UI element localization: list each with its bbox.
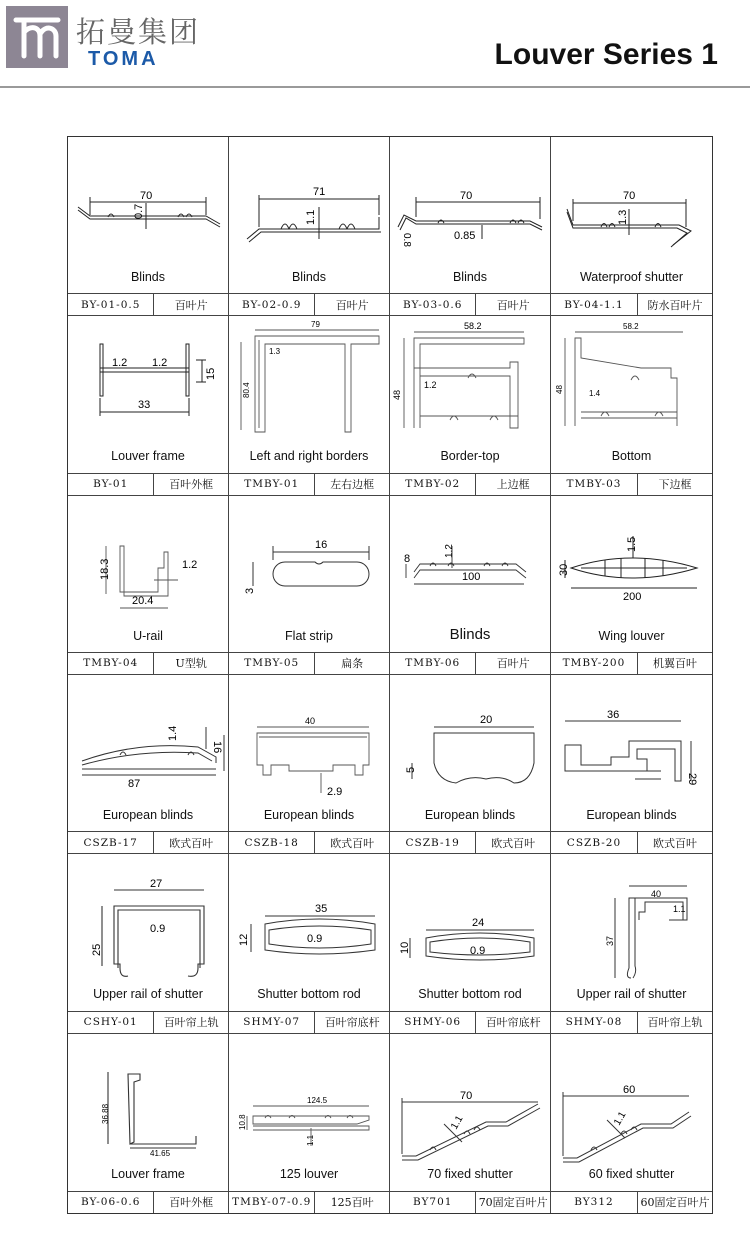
profile-code-bar xyxy=(551,652,712,674)
profile-name: Flat strip xyxy=(285,628,333,643)
profile-desc-cn: 百叶帘上轨 xyxy=(647,1016,703,1030)
dim-label: 16 xyxy=(315,538,328,551)
dim-label: 5 xyxy=(405,766,417,773)
profile-drawing xyxy=(551,1034,711,1168)
profile-drawing xyxy=(68,137,228,271)
profile-cell xyxy=(551,496,712,675)
profile-code-bar xyxy=(68,473,228,495)
profile-name: Left and right borders xyxy=(249,449,369,464)
dim-label: 1.4 xyxy=(167,725,179,741)
dim-label: 1.1 xyxy=(673,904,686,915)
profile-code: TMBY-06 xyxy=(390,653,476,674)
dim-label: 1.1 xyxy=(305,209,317,225)
profile-code-bar xyxy=(551,1011,712,1033)
dim-label: 87 xyxy=(128,777,141,790)
profile-code-bar xyxy=(229,473,389,495)
dim-label: 79 xyxy=(311,320,320,330)
profile-code: BY701 xyxy=(390,1192,476,1213)
dim-label: 2.9 xyxy=(327,785,343,798)
profile-desc-cn: 百叶片 xyxy=(335,298,369,312)
profile-code-bar xyxy=(229,831,389,853)
profile-cell xyxy=(390,496,551,675)
profile-drawing xyxy=(551,675,711,809)
dim-label: 16 xyxy=(211,740,223,754)
company-logo xyxy=(6,6,68,68)
profile-name: Blinds xyxy=(130,270,166,284)
profile-desc-cn: 百叶片 xyxy=(174,298,208,312)
dim-label: 36 xyxy=(607,708,620,721)
dim-label: 3 xyxy=(244,587,256,594)
profile-desc-cn: 125百叶 xyxy=(330,1196,374,1210)
profile-code: CSZB-18 xyxy=(229,832,315,853)
profile-code-bar xyxy=(68,1011,228,1033)
header-divider xyxy=(0,86,750,88)
dim-label: 124.5 xyxy=(307,1095,328,1105)
profile-code-bar xyxy=(229,293,389,315)
profile-desc-cn: 百叶帘底杆 xyxy=(324,1016,380,1030)
profile-code-bar xyxy=(551,293,712,315)
profile-drawing xyxy=(229,496,389,630)
profile-code-bar xyxy=(390,473,550,495)
dim-label: 24 xyxy=(472,917,485,930)
dim-label: 60 xyxy=(623,1083,636,1096)
profile-desc-cn: 百叶帘底杆 xyxy=(485,1016,541,1030)
profile-name: Louver frame xyxy=(111,1166,185,1181)
profile-cell xyxy=(390,854,551,1033)
profile-code-bar xyxy=(551,473,712,495)
profile-desc-cn: 欧式百叶 xyxy=(491,836,536,850)
dim-label: 29 xyxy=(686,772,698,786)
dim-label: 27 xyxy=(150,878,163,891)
profile-code: SHMY-08 xyxy=(551,1012,638,1033)
profile-drawing xyxy=(551,854,711,988)
profile-drawing xyxy=(551,496,711,630)
profile-code-bar xyxy=(229,1011,389,1033)
dim-label: 30 xyxy=(558,563,570,576)
profile-drawing xyxy=(68,675,228,809)
profile-drawing xyxy=(390,496,550,630)
dim-label: 48 xyxy=(555,385,564,395)
profile-code: TMBY-01 xyxy=(229,474,315,495)
profile-code: BY-01 xyxy=(68,474,154,495)
profile-cell xyxy=(229,675,390,854)
dim-label: 71 xyxy=(313,186,326,198)
dim-label: 70 xyxy=(623,190,636,202)
profile-catalog-grid xyxy=(67,136,713,1214)
profile-desc-cn: 欧式百叶 xyxy=(652,836,697,850)
profile-desc-cn: 百叶片 xyxy=(496,657,530,671)
page-title: Louver Series 1 xyxy=(494,38,718,71)
profile-drawing xyxy=(229,316,389,450)
dim-label: 35 xyxy=(315,903,328,916)
profile-code: CSZB-19 xyxy=(390,832,476,853)
profile-name: 60 fixed shutter xyxy=(588,1166,675,1181)
profile-cell xyxy=(68,496,229,675)
profile-cell xyxy=(390,675,551,854)
dim-label: 20 xyxy=(480,713,493,726)
dim-label: 41.65 xyxy=(150,1148,171,1158)
dim-label: 0.85 xyxy=(454,230,476,242)
dim-label: 1.4 xyxy=(589,389,601,399)
profile-code-bar xyxy=(551,831,712,853)
profile-name: European blinds xyxy=(424,807,516,822)
dim-label: 1.2 xyxy=(152,357,168,370)
dim-label: 80.4 xyxy=(242,382,251,399)
profile-code: SHMY-07 xyxy=(229,1012,315,1033)
profile-name: Border-top xyxy=(440,449,500,464)
dim-label: 36.88 xyxy=(101,1103,110,1124)
profile-drawing xyxy=(229,854,389,988)
profile-code: TMBY-03 xyxy=(551,474,638,495)
dim-label: 0.9 xyxy=(307,933,323,946)
dim-label: 8 xyxy=(404,552,411,565)
dim-label: 40 xyxy=(651,889,662,900)
profile-desc-cn: 左右边框 xyxy=(330,478,375,492)
dim-label: 1.3 xyxy=(617,209,629,225)
profile-code: BY-06-0.6 xyxy=(68,1192,154,1213)
profile-code: BY-02-0.9 xyxy=(229,294,315,315)
profile-cell xyxy=(229,1034,390,1213)
profile-code: TMBY-07-0.9 xyxy=(229,1192,315,1213)
dim-label: 1.2 xyxy=(112,357,128,370)
profile-cell xyxy=(68,675,229,854)
profile-desc-cn: 70固定百叶片 xyxy=(478,1196,548,1210)
profile-code-bar xyxy=(390,1191,550,1213)
profile-cell xyxy=(551,675,712,854)
dim-label: 18.3 xyxy=(99,558,111,580)
dim-label: 0.7 xyxy=(133,203,145,219)
profile-code-bar xyxy=(68,831,228,853)
profile-drawing xyxy=(390,316,550,450)
dim-label: 1.5 xyxy=(626,536,638,552)
dim-label: 0.9 xyxy=(150,923,166,936)
profile-desc-cn: 百叶外框 xyxy=(169,1196,214,1210)
dim-label: 40 xyxy=(305,715,316,726)
header xyxy=(0,0,750,88)
profile-code-bar xyxy=(390,652,550,674)
dim-label: 10 xyxy=(399,942,411,955)
profile-name: Blinds xyxy=(449,625,491,643)
profile-cell xyxy=(229,137,390,316)
profile-desc-cn: U型轨 xyxy=(175,657,207,671)
profile-desc-cn: 欧式百叶 xyxy=(169,836,214,850)
dim-label: 58.2 xyxy=(464,321,482,332)
profile-code: TMBY-05 xyxy=(229,653,315,674)
dim-label: 0.9 xyxy=(470,945,486,958)
profile-drawing xyxy=(229,1034,389,1168)
profile-code: TMBY-02 xyxy=(390,474,476,495)
dim-label: 33 xyxy=(138,399,151,412)
profile-code: BY-03-0.6 xyxy=(390,294,476,315)
profile-name: Bottom xyxy=(611,449,652,464)
dim-label: 58.2 xyxy=(623,322,639,332)
company-name-en: TOMA xyxy=(88,48,159,70)
profile-name: 70 fixed shutter xyxy=(427,1166,513,1181)
profile-cell xyxy=(229,854,390,1033)
profile-code-bar xyxy=(229,652,389,674)
profile-cell xyxy=(390,1034,551,1213)
profile-cell xyxy=(68,137,229,316)
profile-desc-cn: 扁条 xyxy=(341,657,364,671)
profile-desc-cn: 上边框 xyxy=(496,478,530,492)
profile-drawing xyxy=(390,854,550,988)
dim-label: 70 xyxy=(460,1089,473,1102)
profile-drawing xyxy=(229,675,389,809)
dim-label: 10.8 xyxy=(238,1114,247,1130)
profile-name: Waterproof shutter xyxy=(579,270,684,284)
profile-drawing xyxy=(68,1034,228,1168)
profile-name: Shutter bottom rod xyxy=(418,987,522,1002)
profile-cell xyxy=(551,1034,712,1213)
profile-code-bar xyxy=(229,1191,389,1213)
dim-label: 0.8 xyxy=(401,233,412,247)
profile-code: TMBY-04 xyxy=(68,653,154,674)
dim-label: 37 xyxy=(605,936,615,947)
profile-cell xyxy=(551,137,712,316)
profile-name: Louver frame xyxy=(111,449,185,464)
profile-code-bar xyxy=(68,1191,228,1213)
dim-label: 100 xyxy=(462,570,481,583)
dim-label: 1.2 xyxy=(182,558,198,571)
profile-drawing xyxy=(551,316,711,450)
profile-code-bar xyxy=(390,1011,550,1033)
profile-name: Upper rail of shutter xyxy=(93,987,203,1002)
profile-desc-cn: 下边框 xyxy=(658,478,692,492)
profile-desc-cn: 防水百叶片 xyxy=(647,298,703,312)
profile-drawing xyxy=(551,137,711,271)
profile-cell xyxy=(390,137,551,316)
profile-drawing xyxy=(68,496,228,630)
profile-cell xyxy=(229,496,390,675)
profile-cell xyxy=(229,316,390,495)
profile-code: TMBY-200 xyxy=(551,653,638,674)
profile-name: European blinds xyxy=(263,807,355,822)
profile-code: BY-01-0.5 xyxy=(68,294,154,315)
dim-label: 1.2 xyxy=(444,543,455,558)
dim-label: 1.1 xyxy=(612,1109,629,1128)
profile-code-bar xyxy=(551,1191,712,1213)
profile-cell xyxy=(551,316,712,495)
profile-code: CSZB-17 xyxy=(68,832,154,853)
profile-code-bar xyxy=(390,831,550,853)
profile-cell xyxy=(68,1034,229,1213)
profile-code: CSZB-20 xyxy=(551,832,638,853)
profile-desc-cn: 百叶帘上轨 xyxy=(163,1016,219,1030)
profile-drawing xyxy=(68,854,228,988)
dim-label: 1.1 xyxy=(306,1134,315,1146)
dim-label: 15 xyxy=(205,368,217,381)
dim-label: 70 xyxy=(460,190,473,202)
profile-cell xyxy=(68,316,229,495)
profile-code-bar xyxy=(68,652,228,674)
profile-code: BY-04-1.1 xyxy=(551,294,638,315)
dim-label: 1.2 xyxy=(424,380,437,391)
profile-cell xyxy=(390,316,551,495)
profile-name: Blinds xyxy=(452,270,488,284)
profile-name: European blinds xyxy=(102,807,194,822)
profile-code-bar xyxy=(68,293,228,315)
dim-label: 1.1 xyxy=(449,1113,466,1132)
profile-name: U-rail xyxy=(133,628,163,643)
dim-label: 20.4 xyxy=(132,594,154,607)
profile-name: Blinds xyxy=(291,270,327,284)
dim-label: 70 xyxy=(140,190,153,202)
profile-name: Shutter bottom rod xyxy=(257,987,361,1002)
profile-name: European blinds xyxy=(586,807,677,822)
profile-desc-cn: 机翼百叶 xyxy=(652,657,697,671)
profile-cell xyxy=(68,854,229,1033)
profile-desc-cn: 百叶片 xyxy=(496,298,530,312)
profile-code: SHMY-06 xyxy=(390,1012,476,1033)
profile-code: CSHY-01 xyxy=(68,1012,154,1033)
profile-desc-cn: 百叶外框 xyxy=(169,478,214,492)
profile-drawing xyxy=(68,316,228,450)
dim-label: 200 xyxy=(623,590,642,603)
profile-desc-cn: 60固定百叶片 xyxy=(640,1196,710,1210)
profile-drawing xyxy=(390,675,550,809)
profile-name: 125 louver xyxy=(279,1166,339,1181)
profile-cell xyxy=(551,854,712,1033)
profile-drawing xyxy=(390,137,550,271)
profile-code: BY312 xyxy=(551,1192,638,1213)
dim-label: 1.3 xyxy=(269,347,281,357)
profile-name: Wing louver xyxy=(598,628,665,643)
profile-code-bar xyxy=(390,293,550,315)
dim-label: 48 xyxy=(392,390,402,401)
dim-label: 12 xyxy=(238,934,250,947)
profile-drawing xyxy=(229,137,389,271)
profile-drawing xyxy=(390,1034,550,1168)
profile-desc-cn: 欧式百叶 xyxy=(330,836,375,850)
dim-label: 25 xyxy=(91,944,103,957)
profile-name: Upper rail of shutter xyxy=(576,987,687,1002)
company-name-cn: 拓曼集团 xyxy=(76,15,201,49)
